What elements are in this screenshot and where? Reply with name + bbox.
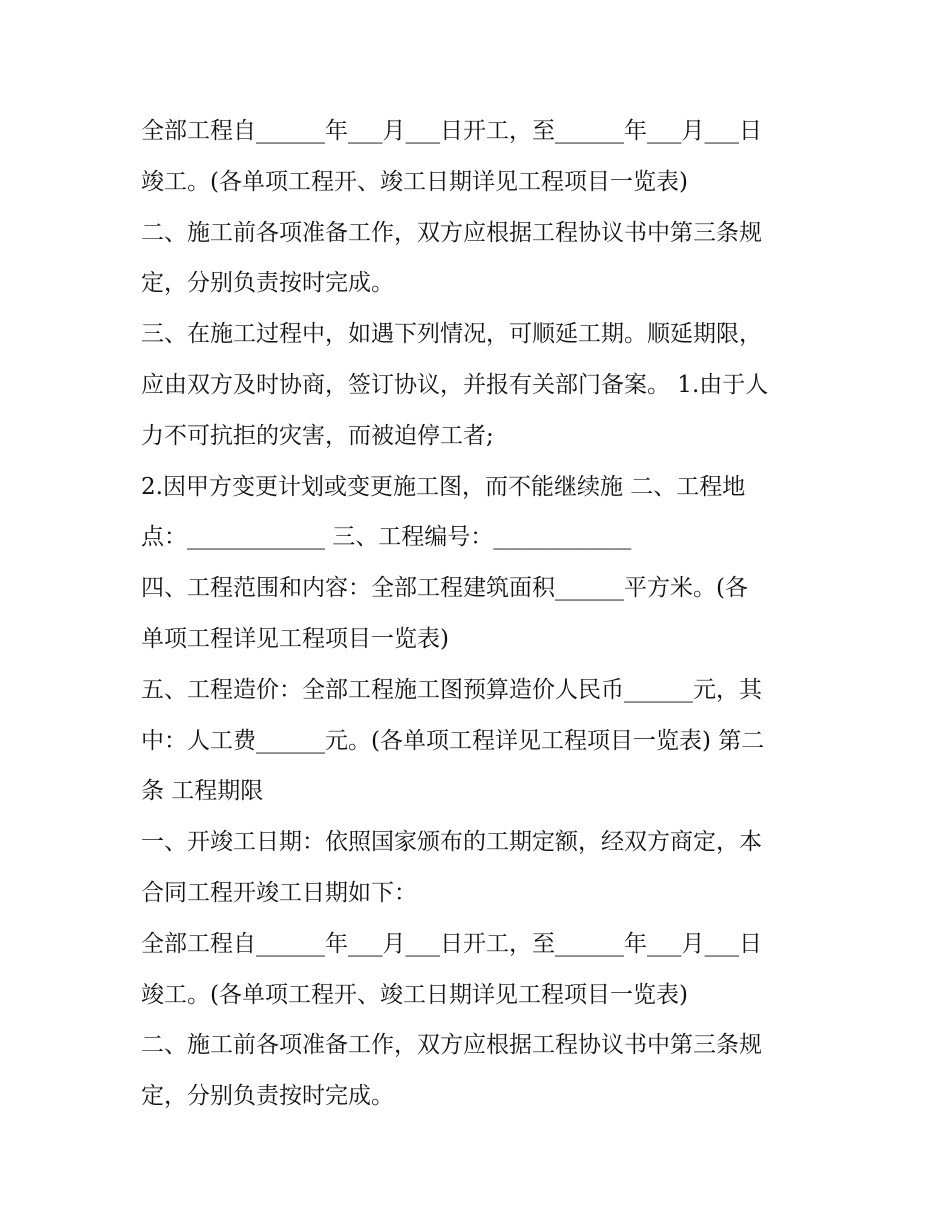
text-line: 一、开竣工日期：依照国家颁布的工期定额，经双方商定，本 xyxy=(141,829,762,856)
text-line: 2.因甲方变更计划或变更施工图，而不能继续施 二、工程地 xyxy=(141,473,746,500)
text-line: 中：人工费______元。(各单项工程详见工程项目一览表) 第二 xyxy=(141,727,765,754)
text-line: 条 工程期限 xyxy=(141,778,264,805)
text-line: 三、在施工过程中，如遇下列情况，可顺延工期。顺延期限， xyxy=(141,321,762,348)
text-line: 全部工程自______年___月___日开工，至______年___月___日 xyxy=(141,118,762,144)
text-line: 定，分别负责按时完成。 xyxy=(141,1083,394,1110)
text-line: 定，分别负责按时完成。 xyxy=(141,270,394,297)
text-line: 全部工程自______年___月___日开工，至______年___月___日 xyxy=(141,930,762,957)
text-line: 二、施工前各项准备工作，双方应根据工程协议书中第三条规 xyxy=(141,1032,762,1059)
text-line: 合同工程开竣工日期如下： xyxy=(141,879,417,906)
text-line: 四、工程范围和内容：全部工程建筑面积______平方米。(各 xyxy=(141,575,748,602)
text-line: 单项工程详见工程项目一览表) xyxy=(141,625,449,652)
text-line: 二、施工前各项准备工作，双方应根据工程协议书中第三条规 xyxy=(141,219,762,246)
contract-text xyxy=(141,106,821,1122)
text-line: 竣工。(各单项工程开、竣工日期详见工程项目一览表) xyxy=(141,168,688,195)
text-line: 点：____________ 三、工程编号：____________ xyxy=(141,524,632,551)
text-line: 五、工程造价：全部工程施工图预算造价人民币______元，其 xyxy=(141,676,762,703)
text-line: 应由双方及时协商，签订协议，并报有关部门备案。 1.由于人 xyxy=(141,371,769,398)
text-line: 力不可抗拒的灾害，而被迫停工者; xyxy=(141,422,494,449)
text-line: 竣工。(各单项工程开、竣工日期详见工程项目一览表) xyxy=(141,981,688,1008)
